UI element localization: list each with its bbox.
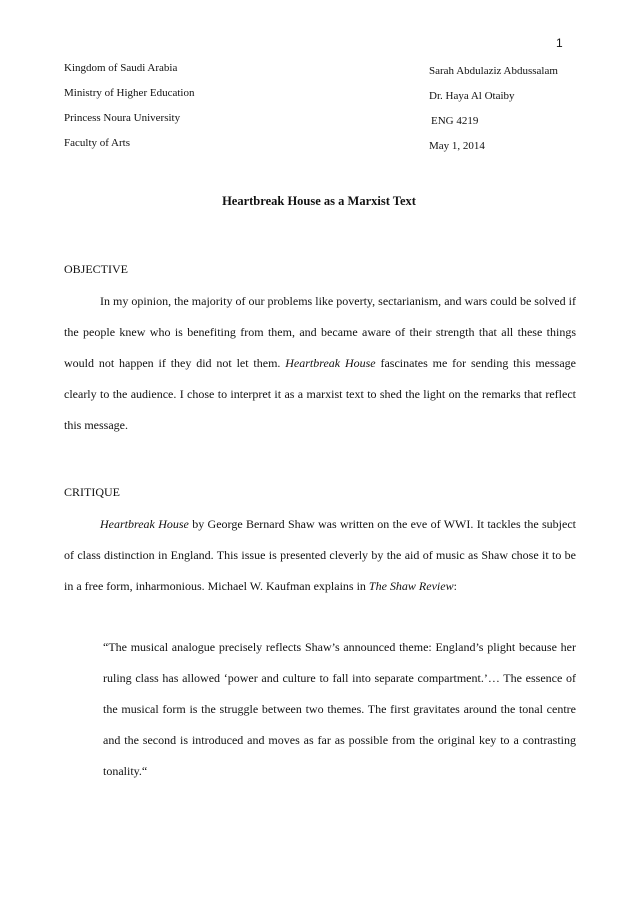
critique-heading: CRITIQUE — [64, 485, 120, 499]
header-left-line: Faculty of Arts — [64, 137, 130, 149]
critique-italic-title: Heartbreak House — [100, 517, 189, 531]
critique-paragraph — [64, 509, 576, 602]
objective-text-2: fascinates me for sending this message clearly to the audience. I chose to interpret it as a marxist text to shed the light on the remarks that reflect this message. — [64, 356, 576, 432]
page-number: 1 — [556, 36, 563, 50]
document-date: May 1, 2014 — [429, 140, 485, 152]
author-header — [429, 59, 558, 159]
block-quote: “The musical analogue precisely reflects Shaw’s announced theme: England’s plight because her ruling class has allowed ‘power and culture to fall into separate compartment.’… The essence of the musical form is the struggle between two themes. The first gravitates around the tonal centre and the second is introduced and moves as far as possible from the original key to a contrasting tonality.“ — [103, 640, 576, 778]
critique-text-1: by George Bernard Shaw was written on the eve of WWI. It tackles the subject of class distinction in England. This issue is presented cleverly by the aid of music as Shaw chose it to be in a free form, inharmonious. Michael W. Kaufman explains in — [64, 517, 576, 593]
institution-header — [64, 56, 194, 156]
objective-italic-title: Heartbreak House — [285, 356, 376, 370]
instructor-name: Dr. Haya Al Otaiby — [429, 90, 515, 102]
objective-text-1: In my opinion, the majority of our problems like poverty, sectarianism, and wars could be solved if the people knew who is benefiting from them, and became aware of their strength that all these things would not happen if they did not let them. — [64, 294, 576, 370]
header-left-line: Ministry of Higher Education — [64, 87, 195, 99]
critique-italic-source: The Shaw Review — [368, 579, 454, 593]
document-title: Heartbreak House as a Marxist Text — [222, 194, 416, 208]
objective-paragraph — [64, 286, 576, 441]
course-code: ENG 4219 — [431, 115, 479, 127]
critique-text-2: : — [453, 579, 457, 593]
objective-heading: OBJECTIVE — [64, 262, 128, 276]
author-name: Sarah Abdulaziz Abdussalam — [429, 65, 558, 77]
header-left-line: Princess Noura University — [64, 112, 181, 124]
header-left-line: Kingdom of Saudi Arabia — [64, 62, 178, 74]
